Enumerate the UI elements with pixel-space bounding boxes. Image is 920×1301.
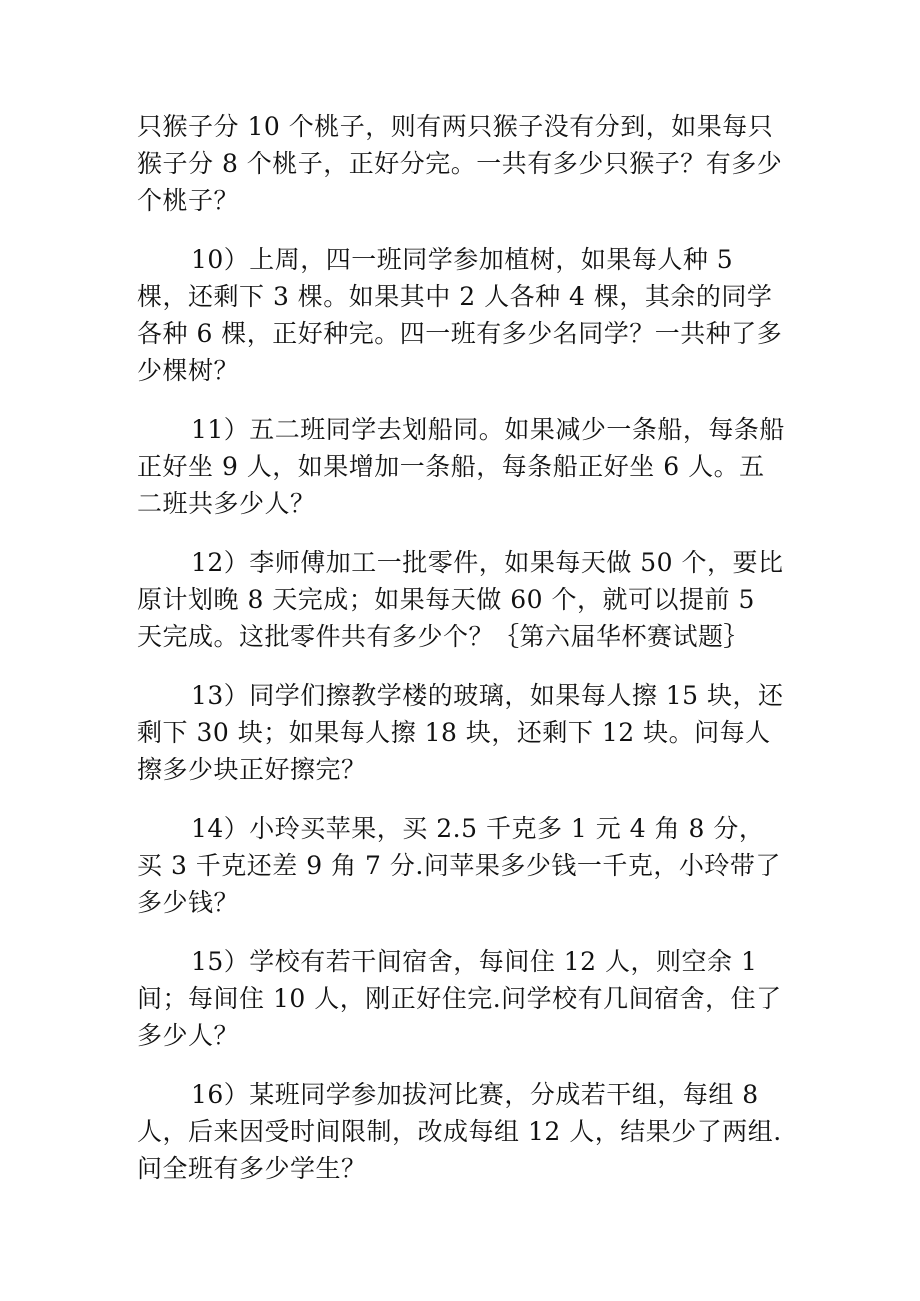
paragraph-problem-15: 15）学校有若干间宿舍，每间住 12 人，则空余 1 间；每间住 10 人，刚正好住完.问学校有几间宿舍，住了多少人？ bbox=[137, 947, 782, 1050]
paragraph-problem-12: 12）李师傅加工一批零件，如果每天做 50 个，要比原计划晚 8 天完成；如果每天做 60 个，就可以提前 5 天完成。这批零件共有多少个？｛第六届华杯赛试题｝ bbox=[137, 548, 784, 651]
document-body bbox=[137, 108, 787, 1209]
paragraph-problem-11: 11）五二班同学去划船同。如果减少一条船，每条船正好坐 9 人，如果增加一条船，每条船正好坐 6 人。五二班共多少人？ bbox=[137, 415, 785, 518]
paragraph-problem-14: 14）小玲买苹果，买 2.5 千克多 1 元 4 角 8 分，买 3 千克还差 9 角 7 分.问苹果多少钱一千克，小玲带了多少钱？ bbox=[137, 814, 781, 917]
paragraph-problem-10: 10）上周，四一班同学参加植树，如果每人种 5 棵，还剩下 3 棵。如果其中 2 人各种 4 棵，其余的同学各种 6 棵，正好种完。四一班有多少名同学？一共种了多少棵树？ bbox=[137, 245, 783, 385]
paragraph-problem-16: 16）某班同学参加拔河比赛，分成若干组，每组 8 人，后来因受时间限制，改成每组 12 人，结果少了两组.问全班有多少学生？ bbox=[137, 1080, 782, 1183]
paragraph-continued: 只猴子分 10 个桃子，则有两只猴子没有分到，如果每只猴子分 8 个桃子，正好分完。一共有多少只猴子？有多少个桃子？ bbox=[137, 112, 783, 215]
paragraph-problem-13: 13）同学们擦教学楼的玻璃，如果每人擦 15 块，还剩下 30 块；如果每人擦 18 块，还剩下 12 块。问每人擦多少块正好擦完？ bbox=[137, 681, 784, 784]
